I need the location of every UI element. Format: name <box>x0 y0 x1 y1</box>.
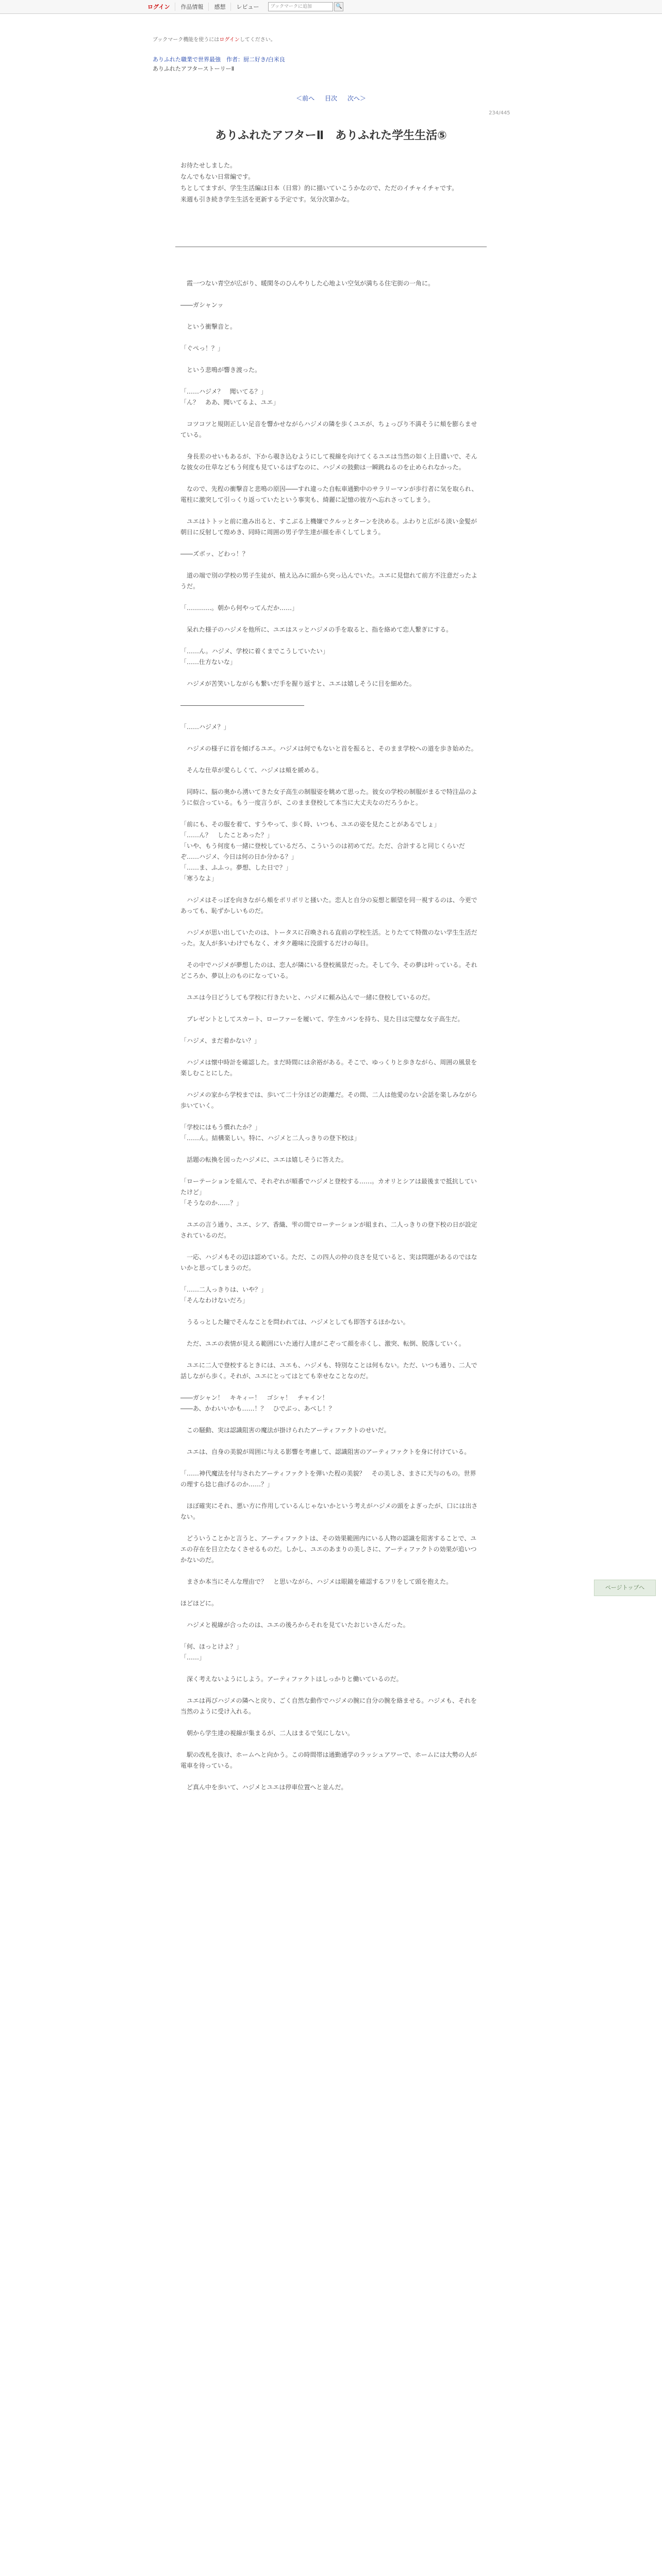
nav-item-review[interactable]: レビュー <box>230 3 264 11</box>
novel-paragraph: 同時に、脳の奥から湧いてきた女子高生の制服姿を眺めて思った。彼女の学校の制服がまるで特注品のように似合っている。もう一度言うが、このまま登校して本当に大丈夫なのだろうかと。 <box>180 788 477 806</box>
novel-paragraph: ユエは今日どうしても学校に行きたいと、ハジメに頼み込んで一緒に登校しているのだ。 <box>180 994 434 1001</box>
preface-line: なんでもない日常編です。 <box>180 173 255 180</box>
preface-line: お待たせしました。 <box>180 162 237 169</box>
novel-paragraph: という悲鳴が響き渡った。 <box>180 366 261 374</box>
novel-paragraph: ハジメが苦笑いしながらも繋いだ手を握り返すと、ユエは嬉しそうに目を細めた。 <box>180 680 416 687</box>
bookmark-input[interactable]: ブックマークに追加 <box>268 2 333 11</box>
novel-paragraph: ハジメはそっぽを向きながら頬をポリポリと掻いた。恋人と自分の妄想と願望を同一視するのは、今更であっても、恥ずかしいものだ。 <box>180 896 477 914</box>
novel-paragraph: 霞一つない青空が広がり、暖閑冬のひんやりした心地よい空気が満ちる住宅街の一角に。 <box>180 280 435 287</box>
series-link[interactable]: ありふれた職業で世界最強 作者： <box>153 56 243 63</box>
novel-paragraph: 道の端で別の学校の男子生徒が、植え込みに頭から突っ込んでいた。ユエに見惚れて前方不注意だったようだ。 <box>180 572 478 590</box>
novel-paragraph: ただ、ユエの表情が見える範囲にいた通行人達がこぞって顔を赤くし、激突、転倒、脱落していく。 <box>180 1340 465 1347</box>
nav-item-impressions[interactable]: 感想 <box>208 3 230 11</box>
author-link[interactable]: 厨二好き/白米良 <box>243 56 285 63</box>
novel-paragraph: 呆れた様子のハジメを他所に、ユエはスッとハジメの手を取ると、指を絡めて恋人繋ぎにする。 <box>180 626 453 633</box>
novel-paragraph: ハジメが思い出していたのは、トータスに召喚される直前の学校生活。とりたてて特徴のない学生生活だった。友人が多いわけでもなく、オタク趣味に没頭するだけの毎日。 <box>180 929 477 947</box>
novel-paragraph: ほどほどに。 <box>180 1600 218 1607</box>
novel-paragraph: ユエは再びハジメの隣へと戻り、ごく自然な動作でハジメの腕に自分の腕を絡ませる。ハジメも、それを当然のように受け入れる。 <box>180 1697 477 1715</box>
novel-paragraph: 一応、ハジメもその辺は認めている。ただ、この四人の仲の良さを見ていると、実は問題があるのではないかと思ってしまうのだ。 <box>180 1253 477 1272</box>
arc-title: ありふれたアフターストーリー <box>153 65 231 72</box>
breadcrumb: ありふれた職業で世界最強 作者：厨二好き/白米良 ありふれたアフターストーリーⅡ <box>153 56 285 72</box>
novel-paragraph: 「学校にはもう慣れたか？」 「……ん。結構楽しい。特に、ハジメと二人っきりの登下校は」 <box>180 1124 360 1142</box>
novel-paragraph: そんな仕草が愛らしくて、ハジメは頬を緩める。 <box>180 767 323 774</box>
top-navigation-bar <box>0 0 662 14</box>
novel-body <box>180 278 479 1804</box>
novel-paragraph: プレゼントとしてスカート、ローファーを履いて、学生カバンを持ち、見た目は完璧な女子高生だ。 <box>180 1015 464 1023</box>
novel-paragraph: ほぼ確実にそれ、悪い方に作用しているんじゃないかという考えがハジメの頭をよぎったが、口には出さない。 <box>180 1502 478 1520</box>
novel-paragraph: 「……ハジメ？ 聞いてる？」 「ん？ ああ、聞いてるよ、ユエ」 <box>180 388 279 406</box>
novel-paragraph: この騒動、実は認識阻害の魔法が掛けられたアーティファクトのせいだ。 <box>180 1427 390 1434</box>
notice-login-link[interactable]: ログイン <box>219 37 240 43</box>
novel-paragraph: ユエはトトッと前に進み出ると、すこぶる上機嫌でクルッとターンを決める。ふわりと広がる淡い金髪が朝日に反射して煌めき、同時に周囲の男子学生達が顔を赤くしてしまう。 <box>180 518 477 536</box>
chapter-pager <box>0 94 662 103</box>
novel-paragraph: コツコツと規則正しい足音を響かせながらハジメの隣を歩くユエが、ちょっぴり不満そうに頬を膨らませている。 <box>180 420 477 438</box>
novel-paragraph: ハジメは懐中時計を確認した。まだ時間には余裕がある。そこで、ゆっくりと歩きながら、周囲の風景を楽しむことにした。 <box>180 1059 477 1077</box>
novel-paragraph: 「…………。朝から何やってんだか……」 <box>180 604 299 612</box>
novel-paragraph: 「何、ほっとけよ？」 「……」 <box>180 1643 243 1661</box>
page-count: 234/445 <box>489 110 510 116</box>
novel-paragraph: 深く考えないようにしよう。アーティファクトはしっかりと働いているのだ。 <box>180 1675 403 1683</box>
novel-paragraph: 「ハジメ、まだ着かない？」 <box>180 1037 260 1044</box>
novel-paragraph: 「……二人っきりは、いや？」 「そんなわけないだろ」 <box>180 1286 268 1304</box>
next-chapter-link[interactable]: 次へ＞ <box>347 95 366 102</box>
novel-paragraph: ユエの言う通り、ユエ、シア、香織、雫の間でローテーションが組まれ、二人っきりの登下校の日が設定されているのだ。 <box>180 1221 477 1239</box>
novel-paragraph: ど真ん中を歩いて、ハジメとユエは停車位置へと並んだ。 <box>180 1784 347 1791</box>
novel-paragraph: ―――――――――――――――――――― <box>180 702 304 709</box>
toc-link[interactable]: 目次 <box>324 95 337 102</box>
novel-paragraph: その中でハジメが夢想したのは、恋人が隣にいる登校風景だった。そして今、その夢は叶っている。それどころか、夢以上のものになっている。 <box>180 961 477 979</box>
preface <box>180 160 500 205</box>
novel-paragraph: うるっとした瞳でそんなことを問われては、ハジメとしても即答するほかない。 <box>180 1318 409 1326</box>
bookmark-notice: ブックマーク機能を使うにはログインしてください。 <box>153 37 276 43</box>
novel-paragraph: まさか本当にそんな理由で？ と思いながら、ハジメは眼鏡を確認するフリをして頭を抱えた。 <box>180 1578 453 1585</box>
novel-paragraph: ハジメの家から学校までは、歩いて二十分ほどの距離だ。その間、二人は他愛のない会話を楽しみながら歩いていく。 <box>180 1091 477 1109</box>
novel-paragraph: ハジメの様子に首を傾げるユエ。ハジメは何でもないと首を振ると、そのまま学校への道を歩き始めた。 <box>180 745 477 752</box>
novel-paragraph: 「ローテーションを組んで、それぞれが順番でハジメと登校する……。カオリとシアは最後まで抵抗していたけど」 「そうなのか……？」 <box>180 1178 477 1207</box>
novel-paragraph: ユエは、自身の美貌が周囲に与える影響を考慮して、認識阻害のアーティファクトを身に付けている。 <box>180 1448 471 1455</box>
search-icon[interactable]: 🔍 <box>334 2 343 11</box>
novel-paragraph: ――ズボッ、どわっ！？ <box>180 550 249 557</box>
prev-chapter-link[interactable]: ＜前へ <box>296 95 315 102</box>
novel-paragraph: 「ぐぺっ！？」 <box>180 345 224 352</box>
nav-item-info[interactable]: 作品情報 <box>175 3 208 11</box>
chapter-title: ありふれたアフターⅡ ありふれた学生生活⑤ <box>215 129 447 142</box>
novel-paragraph: ユエに二人で登校するときには、ユエも、ハジメも、特別なことは何もない。ただ、いつも通り、二人で話しながら歩く。それが、ユエにとってはとても幸せなことなのだ。 <box>180 1362 477 1380</box>
novel-paragraph: 身長差のせいもあるが、下から覗き込むようにして視線を向けてくるユエは当然の如く上目遣いで、そんな彼女の仕草などもう何度も見ているはずなのに、ハジメの鼓動は一瞬跳ねるのを止められなかった。 <box>180 453 477 471</box>
novel-paragraph: なので、先程の衝撃音と悲鳴の原因――すれ違った自転車通勤中のサラリーマンが歩行者に気を取られ、電柱に激突して引っくり返っていたという事実も、綺麗に記憶の彼方へ忘れさってしまう。 <box>180 485 478 503</box>
novel-paragraph: 「……ん。ハジメ、学校に着くまでこうしていたい」 「……仕方ないな」 <box>180 648 329 666</box>
novel-paragraph: という衝撃音と。 <box>180 323 237 330</box>
novel-paragraph: ハジメと視線が合ったのは、ユエの後ろからそれを見ていたおじいさんだった。 <box>180 1621 409 1629</box>
novel-paragraph: どういうことかと言うと、アーティファクトは、その効果範囲内にいる人物の認識を阻害することで、ユエの存在を目立たなくさせるものだ。しかし、ユエのあまりの美しさに、アーティファクトの効果が追いつかないのだ。 <box>180 1535 477 1564</box>
preface-line: ちとしてますが、学生生活編は日本（日常）的に描いていこうかなので、ただのイチャイチャです。 <box>180 184 458 192</box>
divider <box>175 246 487 247</box>
preface-line: 来週も引き続き学生生活を更新する予定です。気分次第かな。 <box>180 196 354 203</box>
novel-paragraph: 朝から学生達の視線が集まるが、二人はまるで気にしない。 <box>180 1730 354 1737</box>
novel-paragraph: 駅の改札を抜け、ホームへと向かう。この時間帯は通勤通学のラッシュアワーで、ホームには大勢の人が電車を待っている。 <box>180 1751 477 1769</box>
novel-paragraph: 話題の転換を図ったハジメに、ユエは嬉しそうに答えた。 <box>180 1156 347 1163</box>
novel-paragraph: 「……神代魔法を付与されたアーティファクトを弾いた程の美貌？ その美しさ、まさに天与のもの。世界の理すら捻じ曲げるのか……？」 <box>180 1470 476 1488</box>
novel-paragraph: ――ガシャンッ <box>180 301 224 309</box>
page-top-button[interactable]: ページトップへ <box>594 1580 656 1596</box>
novel-paragraph: 「前にも、その服を着て、すうやって、歩く時、いつも、ユエの姿を見たことがあるでしょ」 「……ん？ したことあった？」 「いや、もう何度も一緒に登校しているだろ、こういうのは初めてだ。ただ、合計すると同じくらいだぞ……ハジメ、今日は何の日か分かる？」 「……ま、ふふっ。夢想、した日で？」 「寒うなよ」 <box>180 821 465 882</box>
login-link[interactable]: ログイン <box>147 4 170 10</box>
novel-paragraph: 「……ハジメ？」 <box>180 723 230 731</box>
novel-paragraph: ――ガシャン！ キキィー！ ゴシャ！ チャイン！ ――あ、かわいいかも……！？ ひでぶっ、あべし！？ <box>180 1394 335 1412</box>
